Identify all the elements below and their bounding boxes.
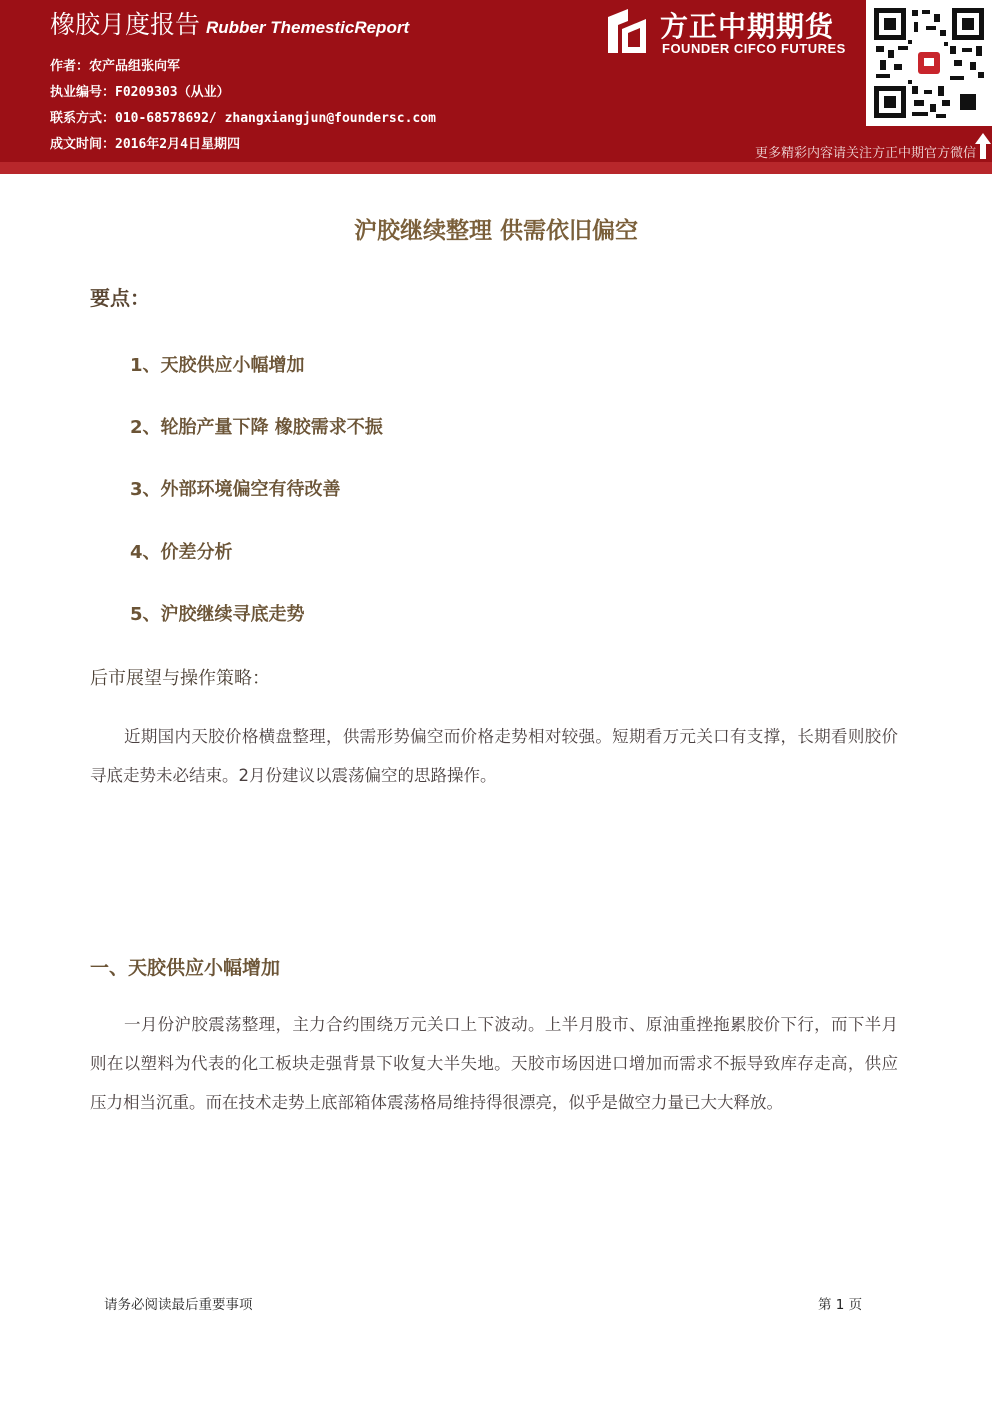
key-point-item: 5、沪胶继续寻底走势: [130, 604, 305, 625]
brand-name-en: FOUNDER CIFCO FUTURES: [662, 41, 846, 56]
key-point-item: 1、天胶供应小幅增加: [130, 355, 305, 376]
license-line: 执业编号：F0209303（从业）: [50, 85, 230, 100]
key-point-item: 4、价差分析: [130, 542, 233, 563]
follow-wechat-text: 更多精彩内容请关注方正中期官方微信: [754, 146, 976, 161]
report-title-cn: 橡胶月度报告: [50, 10, 201, 39]
report-header: [0, 0, 992, 162]
report-title-en: Rubber ThemesticReport: [206, 18, 410, 37]
contact-line: 联系方式：010-68578692/ zhangxiangjun@foundersc.com: [50, 111, 436, 126]
key-point-item: 3、外部环境偏空有待改善: [130, 479, 341, 500]
founder-logo-icon: [604, 7, 650, 55]
key-point-item: 2、轮胎产量下降 橡胶需求不振: [130, 417, 383, 438]
section-paragraph: 一月份沪胶震荡整理，主力合约围绕万元关口上下波动。上半月股市、原油重挫拖累胶价下行，而下半月则在以塑料为代表的化工板块走强背景下收复大半失地。天胶市场因进口增加而需求不振导致库存走高，供应压力相当沉重。而在技术走势上底部箱体震荡格局维持得很漂亮，似乎是做空力量已大大释放。: [90, 1015, 898, 1112]
page-number: 第 1 页: [818, 1297, 863, 1313]
outlook-heading: 后市展望与操作策略：: [90, 668, 270, 689]
date-line: 成文时间：2016年2月4日星期四: [50, 137, 240, 152]
header-divider-strip: [0, 162, 992, 174]
brand-block: [604, 5, 860, 61]
section-heading: 一、天胶供应小幅增加: [90, 957, 281, 979]
brand-name-cn: 方正中期期货: [660, 10, 835, 43]
document-title: 沪胶继续整理 供需依旧偏空: [353, 218, 638, 244]
author-line: 作者：农产品组张向军: [50, 59, 181, 74]
qr-code-icon: [866, 0, 992, 126]
up-arrow-icon: [974, 132, 992, 160]
report-title: [50, 10, 409, 43]
outlook-paragraph: 近期国内天胶价格横盘整理，供需形势偏空而价格走势相对较强。短期看万元关口有支撑，长期看则胶价寻底走势未必结束。2月份建议以震荡偏空的思路操作。: [90, 727, 898, 785]
footer-notice: 请务必阅读最后重要事项: [104, 1297, 253, 1313]
key-points-heading: 要点：: [90, 286, 150, 310]
